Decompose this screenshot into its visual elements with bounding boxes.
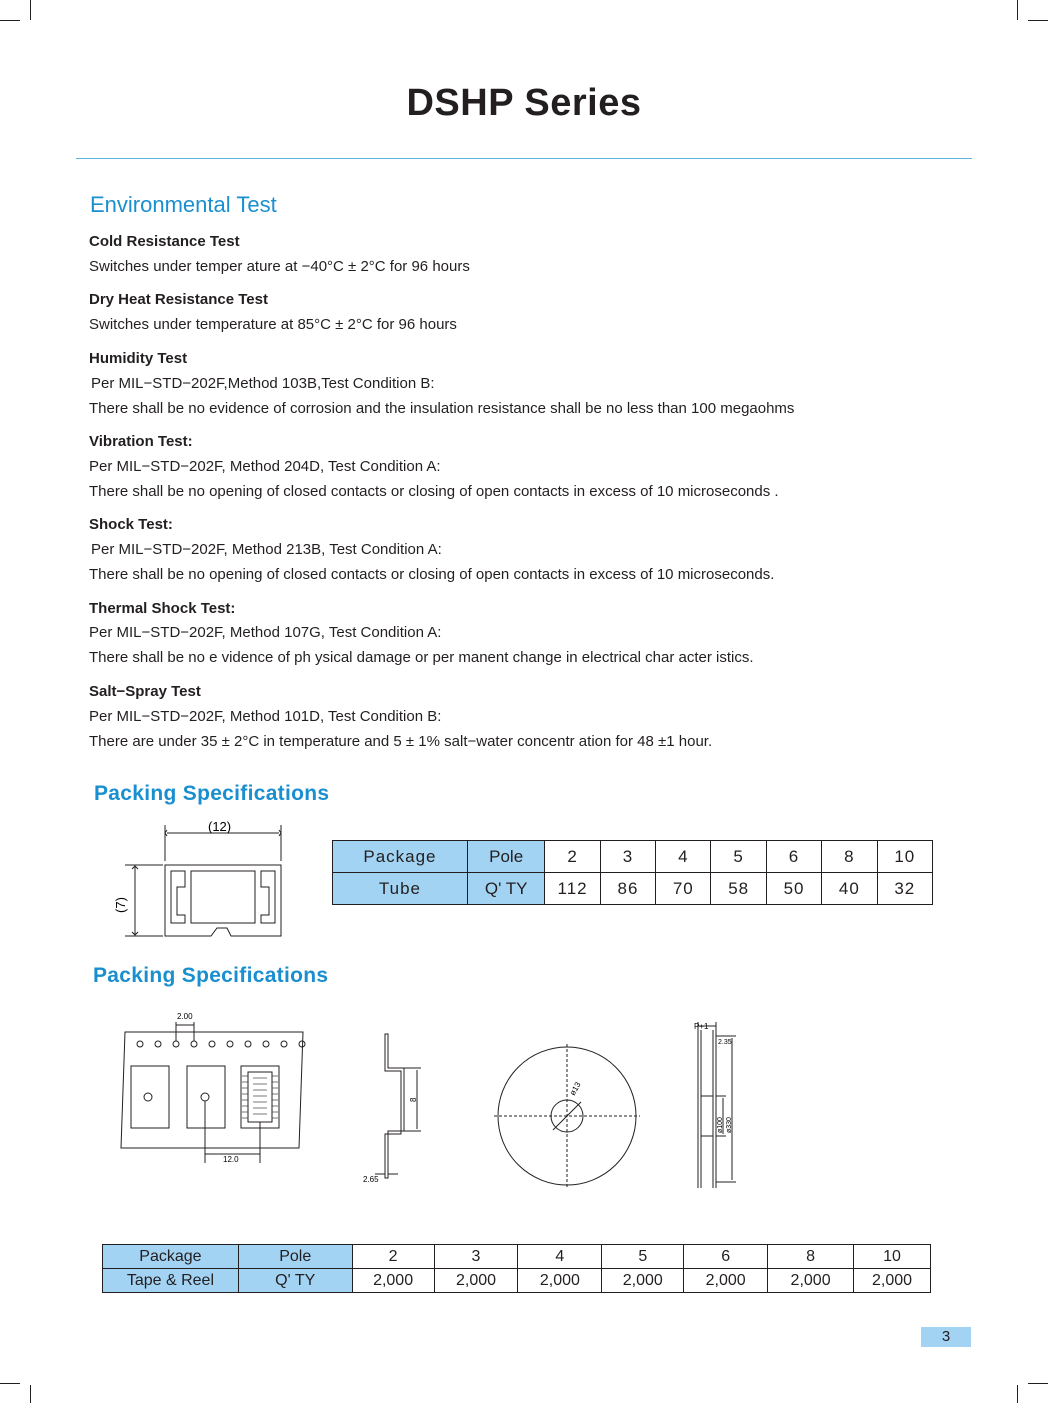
carrier-tape-drawing bbox=[115, 1008, 315, 1168]
test-text: There shall be no opening of closed contacts or closing of open contacts in excess of 10 microseconds . bbox=[89, 483, 779, 500]
test-text: Switches under temper ature at −40°C ± 2°C for 96 hours bbox=[89, 258, 470, 275]
flange-label: 2.35 bbox=[718, 1039, 732, 1046]
test-text: Per MIL−STD−202F, Method 107G, Test Condition A: bbox=[89, 624, 442, 641]
test-title: Shock Test: bbox=[89, 516, 173, 533]
table-cell: 2,000 bbox=[768, 1269, 854, 1293]
title-divider bbox=[76, 158, 972, 159]
table-cell: 2 bbox=[545, 841, 600, 873]
test-title: Thermal Shock Test: bbox=[89, 600, 236, 617]
reel-width-label: P+1 bbox=[694, 1022, 709, 1031]
table-cell: 2,000 bbox=[518, 1269, 602, 1293]
tube-width-label: (12) bbox=[208, 819, 232, 834]
table-cell: 5 bbox=[711, 841, 766, 873]
table-cell: Package bbox=[103, 1245, 239, 1269]
table-cell: 86 bbox=[600, 873, 655, 905]
tube-profile-drawing bbox=[105, 815, 295, 945]
test-text: Per MIL−STD−202F,Method 103B,Test Condition B: bbox=[91, 375, 435, 392]
table-cell: Pole bbox=[238, 1245, 352, 1269]
table-cell: 10 bbox=[854, 1245, 931, 1269]
test-title: Dry Heat Resistance Test bbox=[89, 291, 268, 308]
environmental-heading: Environmental Test bbox=[90, 192, 277, 217]
tape-side-drawing bbox=[355, 1028, 435, 1188]
table-cell: 5 bbox=[602, 1245, 684, 1269]
crop-mark bbox=[0, 1383, 20, 1384]
table-cell: 10 bbox=[877, 841, 932, 873]
page-number: 3 bbox=[921, 1327, 971, 1347]
table-cell: 8 bbox=[768, 1245, 854, 1269]
table-cell: 40 bbox=[822, 873, 877, 905]
table-cell: 2,000 bbox=[854, 1269, 931, 1293]
table-cell: 2 bbox=[352, 1245, 434, 1269]
test-text: Per MIL−STD−202F, Method 213B, Test Condition A: bbox=[91, 541, 442, 558]
reel-side-drawing bbox=[680, 1018, 750, 1193]
outer-diameter-label: ø330 bbox=[726, 1117, 733, 1133]
test-title: Salt−Spray Test bbox=[89, 683, 201, 700]
packing-tube-heading: Packing Specifications bbox=[94, 782, 330, 805]
table-cell: Q' TY bbox=[238, 1269, 352, 1293]
test-text: There are under 35 ± 2°C in temperature and 5 ± 1% salt−water concentr ation for 48 ±1 hour. bbox=[89, 733, 713, 750]
table-cell: 2,000 bbox=[352, 1269, 434, 1293]
table-cell: Pole bbox=[467, 841, 545, 873]
crop-mark bbox=[0, 20, 20, 21]
test-text: Per MIL−STD−202F, Method 204D, Test Condition A: bbox=[89, 458, 441, 475]
table-cell: 3 bbox=[434, 1245, 518, 1269]
crop-mark bbox=[1028, 20, 1048, 21]
table-cell: 70 bbox=[656, 873, 711, 905]
hub-diameter-label: ø13 bbox=[567, 1080, 583, 1097]
crop-mark bbox=[1028, 1383, 1048, 1384]
table-cell: 6 bbox=[684, 1245, 768, 1269]
crop-mark bbox=[30, 1385, 31, 1403]
page-title: DSHP Series bbox=[406, 82, 642, 124]
spacing-label: 12.0 bbox=[223, 1155, 239, 1164]
table-cell: Tape & Reel bbox=[103, 1269, 239, 1293]
test-text: There shall be no opening of closed contacts or closing of open contacts in excess of 10 microseconds. bbox=[89, 566, 775, 583]
table-cell: 8 bbox=[822, 841, 877, 873]
test-text: There shall be no evidence of corrosion and the insulation resistance shall be no less than 100 megaohms bbox=[89, 400, 795, 417]
test-title: Vibration Test: bbox=[89, 433, 193, 450]
test-text: There shall be no e vidence of ph ysical damage or per manent change in electrical char acter istics. bbox=[89, 649, 754, 666]
test-text: Per MIL−STD−202F, Method 101D, Test Condition B: bbox=[89, 708, 442, 725]
table-cell: 2,000 bbox=[602, 1269, 684, 1293]
table-cell: 3 bbox=[600, 841, 655, 873]
thickness-label: 2.65 bbox=[363, 1175, 379, 1184]
table-cell: 6 bbox=[766, 841, 821, 873]
test-title: Cold Resistance Test bbox=[89, 233, 240, 250]
table-cell: 112 bbox=[545, 873, 600, 905]
pitch-label: 2.00 bbox=[177, 1012, 193, 1021]
packing-reel-heading: Packing Specifications bbox=[93, 964, 329, 987]
reel-front-drawing bbox=[490, 1040, 650, 1190]
table-cell: 4 bbox=[518, 1245, 602, 1269]
reel-packing-table bbox=[102, 1244, 931, 1293]
table-cell: Q' TY bbox=[467, 873, 545, 905]
table-cell: 4 bbox=[656, 841, 711, 873]
test-text: Switches under temperature at 85°C ± 2°C for 96 hours bbox=[89, 316, 457, 333]
tube-packing-table bbox=[332, 840, 933, 905]
test-title: Humidity Test bbox=[89, 350, 188, 367]
tube-height-label: (7) bbox=[113, 897, 128, 913]
table-cell: 32 bbox=[877, 873, 932, 905]
table-cell: 50 bbox=[766, 873, 821, 905]
table-cell: 2,000 bbox=[434, 1269, 518, 1293]
crop-mark bbox=[1017, 1385, 1018, 1403]
table-cell: Tube bbox=[333, 873, 468, 905]
table-cell: 58 bbox=[711, 873, 766, 905]
depth-label: 8 bbox=[409, 1097, 418, 1102]
inner-diameter-label: ø100 bbox=[717, 1117, 724, 1133]
crop-mark bbox=[30, 0, 31, 20]
table-cell: 2,000 bbox=[684, 1269, 768, 1293]
table-cell: Package bbox=[333, 841, 468, 873]
crop-mark bbox=[1017, 0, 1018, 20]
